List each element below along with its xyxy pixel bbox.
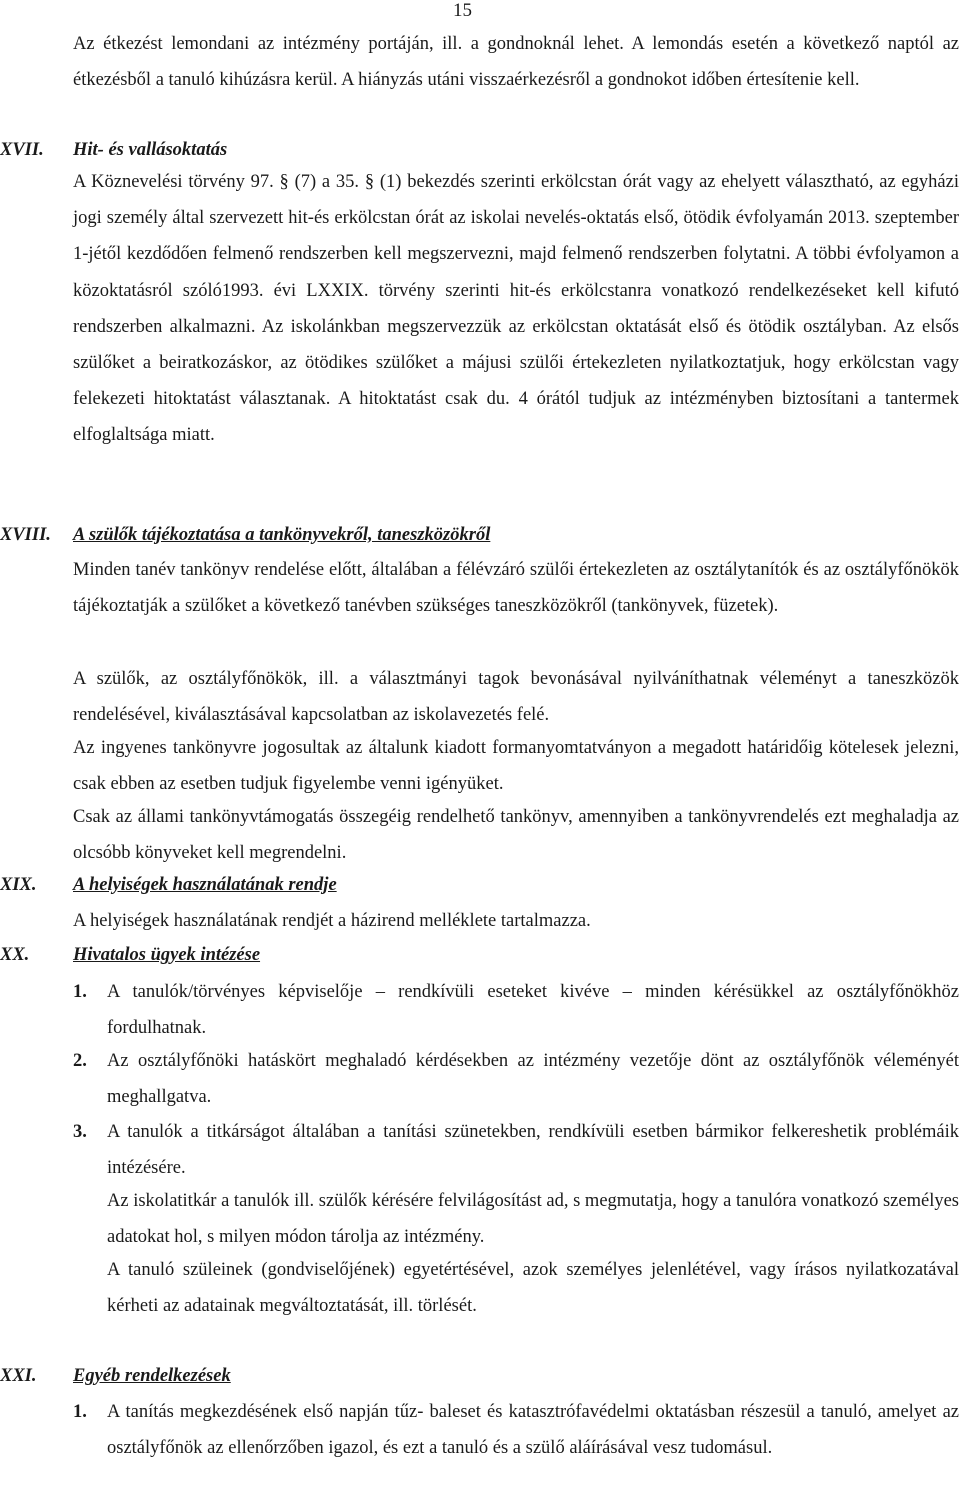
section-xxi-item-1-number: 1. xyxy=(73,1402,87,1422)
section-xxi-item-1-text: A tanítás megkezdésének első napján tűz- baleset és katasztrófavédelmi oktatásban részesül a tanuló, amelyet az osztályfőnök az ellenőrzőben igazol, és ezt a tanuló és a szülő aláírásával vesz tudomásul. xyxy=(107,1402,959,1459)
section-xviii-paragraph-2: A szülők, az osztályfőnökök, ill. a választmányi tagok bevonásával nyilváníthatnak véleményt a taneszközök rendelésével, kiválasztásával kapcsolatban az iskolavezetés felé. xyxy=(73,669,959,726)
section-number-xx: XX. xyxy=(0,945,30,965)
section-title-xvii: Hit- és vallásoktatás xyxy=(73,140,228,160)
section-xx-item-1-text: A tanulók/törvényes képviselője – rendkívüli eseteket kivéve – minden kérésükkel az osztályfőnökhöz fordulhatnak. xyxy=(107,982,959,1039)
section-xviii-paragraph-4: Csak az állami tankönyvtámogatás összegéig rendelhető tankönyv, amennyiben a tankönyvrendelés ezt meghaladja az olcsóbb könyveket kell megrendelni. xyxy=(73,807,959,864)
section-xx-item-3-number: 3. xyxy=(73,1122,87,1142)
section-number-xix: XIX. xyxy=(0,875,37,895)
section-number-xvii: XVII. xyxy=(0,140,44,160)
section-xx-item-1-number: 1. xyxy=(73,982,87,1002)
section-xx-subparagraph-1: Az iskolatitkár a tanulók ill. szülők kérésére felvilágosítást ad, s megmutatja, hogy a tanulóra vonatkozó személyes adatokat hol, s milyen módon tárolja az intézmény. xyxy=(107,1191,959,1248)
section-xix-paragraph: A helyiségek használatának rendjét a házirend melléklete tartalmazza. xyxy=(73,911,591,931)
section-xviii-paragraph-3: Az ingyenes tankönyvre jogosultak az általunk kiadott formanyomtatványon a megadott határidőig kötelesek jelezni, csak ebben az esetben tudjuk figyelembe venni igényüket. xyxy=(73,738,959,795)
section-xvii-paragraph: A Köznevelési törvény 97. § (7) a 35. § (1) bekezdés szerinti erkölcstan órát vagy az ehelyett választható, az egyházi jogi személy által szervezett hit-és erkölcstan órát az iskolai nevelés-oktatás első, ötödik évfolyamán 2013. szeptember 1-jétől kezdődően felmenő rendszerben kell megszervezni, majd felmenő rendszerben folytatni. A többi évfolyamon a közoktatásról szóló1993. évi LXXIX. törvény szerinti hit-és erkölcstanra vonatkozó rendelkezéseket kell kifutó rendszerben alkalmazni. Az iskolánkban megszervezzük az erkölcstan oktatását első és ötödik osztályban. Az elsős szülőket a beiratkozáskor, az ötödikes szülőket a májusi szülői értekezleten nyilatkoztatjuk, hogy erkölcstan vagy felekezeti hitoktatást választanak. A hitoktatást csak du. 4 órától tudjuk az intézményben biztosítani a tantermek elfoglaltsága miatt. xyxy=(73,172,959,446)
section-xviii-paragraph-1: Minden tanév tankönyv rendelése előtt, általában a félévzáró szülői értekezleten az osztálytanítók és az osztályfőnökök tájékoztatják a szülőket a következő tanévben szükséges taneszközökről (tankönyvek, füzetek). xyxy=(73,560,959,617)
intro-paragraph: Az étkezést lemondani az intézmény portáján, ill. a gondnoknál lehet. A lemondás esetén a következő naptól az étkezésből a tanuló kihúzásra kerül. A hiányzás utáni visszaérkezésről a gondnokot időben értesítenie kell. xyxy=(73,34,959,91)
section-number-xxi: XXI. xyxy=(0,1366,37,1386)
page-number: 15 xyxy=(453,0,472,21)
section-title-xviii: A szülők tájékoztatása a tankönyvekről, taneszközökről xyxy=(73,525,491,545)
section-title-xix: A helyiségek használatának rendje xyxy=(73,875,337,895)
section-xx-item-2-number: 2. xyxy=(73,1051,87,1071)
section-number-xviii: XVIII. xyxy=(0,525,51,545)
section-title-xx: Hivatalos ügyek intézése xyxy=(73,945,261,965)
section-xx-subparagraph-2: A tanuló szüleinek (gondviselőjének) egyetértésével, azok személyes jelenlétével, vagy írásos nyilatkozatával kérheti az adatainak megváltoztatását, ill. törlését. xyxy=(107,1260,959,1317)
section-xx-item-3-text: A tanulók a titkárságot általában a tanítási szünetekben, rendkívüli esetben bármikor felkereshetik problémáik intézésére. xyxy=(107,1122,959,1179)
section-xx-item-2-text: Az osztályfőnöki hatáskört meghaladó kérdésekben az intézmény vezetője dönt az osztályfőnök véleményét meghallgatva. xyxy=(107,1051,959,1108)
section-title-xxi: Egyéb rendelkezések xyxy=(73,1366,231,1386)
